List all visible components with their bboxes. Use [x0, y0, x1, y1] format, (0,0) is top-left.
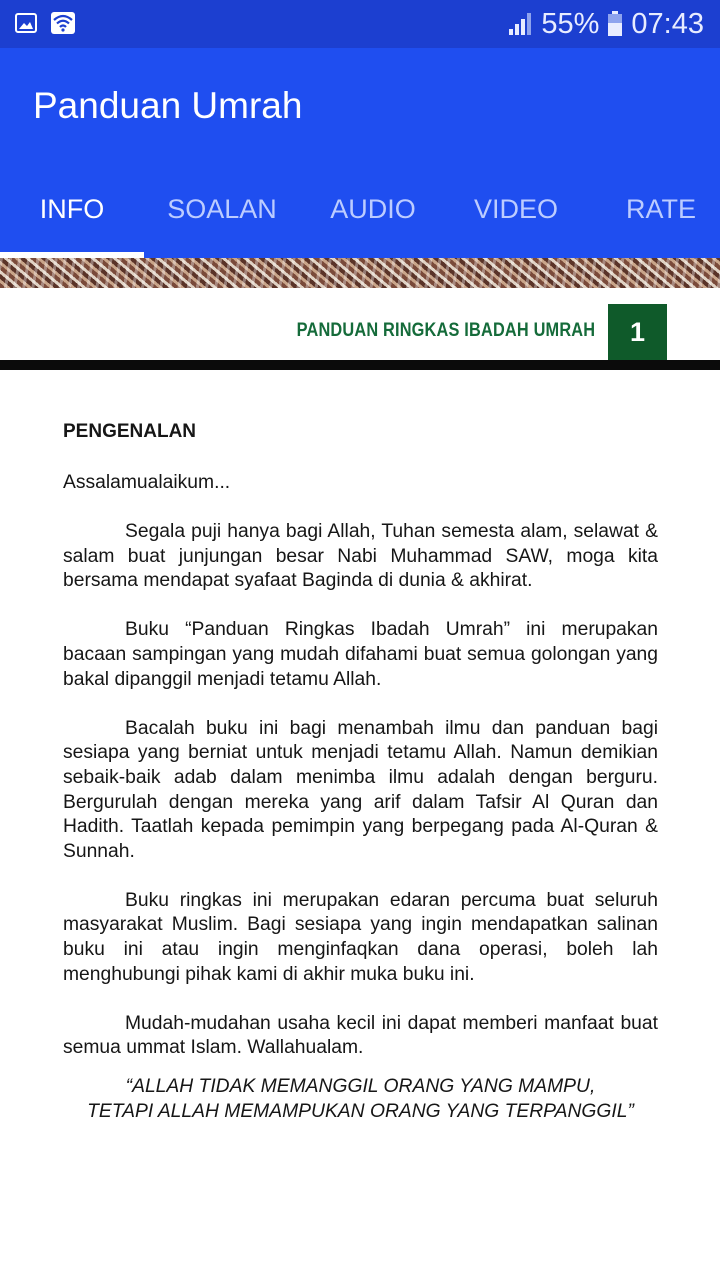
battery-icon [607, 11, 623, 37]
tab-soalan[interactable]: SOALAN [167, 194, 277, 224]
tab-info[interactable]: INFO [39, 194, 105, 224]
wifi-icon [50, 11, 76, 35]
quote-line: TETAPI ALLAH MEMAMPUKAN ORANG YANG TERPANGGIL” [87, 1100, 634, 1122]
paragraph: Segala puji hanya bagi Allah, Tuhan semesta alam, selawat & salam buat junjungan besar Nabi Muhammad SAW, moga kita bersama mendapat syafaat Baginda di dunia & akhirat. [63, 521, 658, 592]
status-bar [0, 0, 720, 48]
battery-percent: 55% [541, 7, 600, 40]
image-icon [14, 11, 38, 35]
paragraph: Buku “Panduan Ringkas Ibadah Umrah” ini merupakan bacaan sampingan yang mudah difahami buat semua golongan yang bakal dipanggil menjadi tetamu Allah. [63, 619, 658, 690]
status-bar-right [507, 6, 704, 42]
paragraph: Mudah-mudahan usaha kecil ini dapat memberi manfaat buat semua ummat Islam. Wallahualam. [63, 1012, 658, 1059]
tab-rate[interactable]: RATE [625, 194, 696, 224]
crowd-banner-image [0, 258, 720, 288]
header-rule [0, 360, 720, 370]
status-bar-left-icons [14, 11, 76, 35]
quote-line: “ALLAH TIDAK MEMANGGIL ORANG YANG MAMPU, [125, 1075, 596, 1097]
signal-icon [507, 11, 533, 37]
app-bar [0, 48, 720, 258]
tab-audio[interactable]: AUDIO [330, 194, 416, 224]
document-header-title: PANDUAN RINGKAS IBADAH UMRAH [296, 320, 595, 341]
document-body [63, 420, 658, 1124]
paragraph: Bacalah buku ini bagi menambah ilmu dan panduan bagi sesiapa yang berniat untuk menjadi tetamu Allah. Namun demikian sebaik-baik adab dalam menimba ilmu adalah dengan berguru. Bergurulah dengan mereka yang arif dalam Tafsir Al Quran dan Hadith. Taatlah kepada pemimpin yang berpegang pada Al-Quran & Sunnah. [63, 717, 658, 862]
closing-quote [63, 1074, 658, 1124]
page-number: 1 [608, 304, 667, 360]
tab-video[interactable]: VIDEO [473, 194, 559, 224]
app-title: Panduan Umrah [33, 85, 303, 126]
clock: 07:43 [631, 7, 704, 40]
tab-bar [0, 178, 720, 258]
document-header [0, 288, 720, 360]
section-heading: PENGENALAN [63, 421, 197, 442]
paragraph: Buku ringkas ini merupakan edaran percuma buat seluruh masyarakat Muslim. Bagi sesiapa yang ingin mendapatkan salinan buku ini atau ingin menginfaqkan dana operasi, boleh lah menghubungi pihak kami di akhir muka buku ini. [63, 889, 658, 985]
greeting-text: Assalamualaikum... [63, 471, 231, 493]
